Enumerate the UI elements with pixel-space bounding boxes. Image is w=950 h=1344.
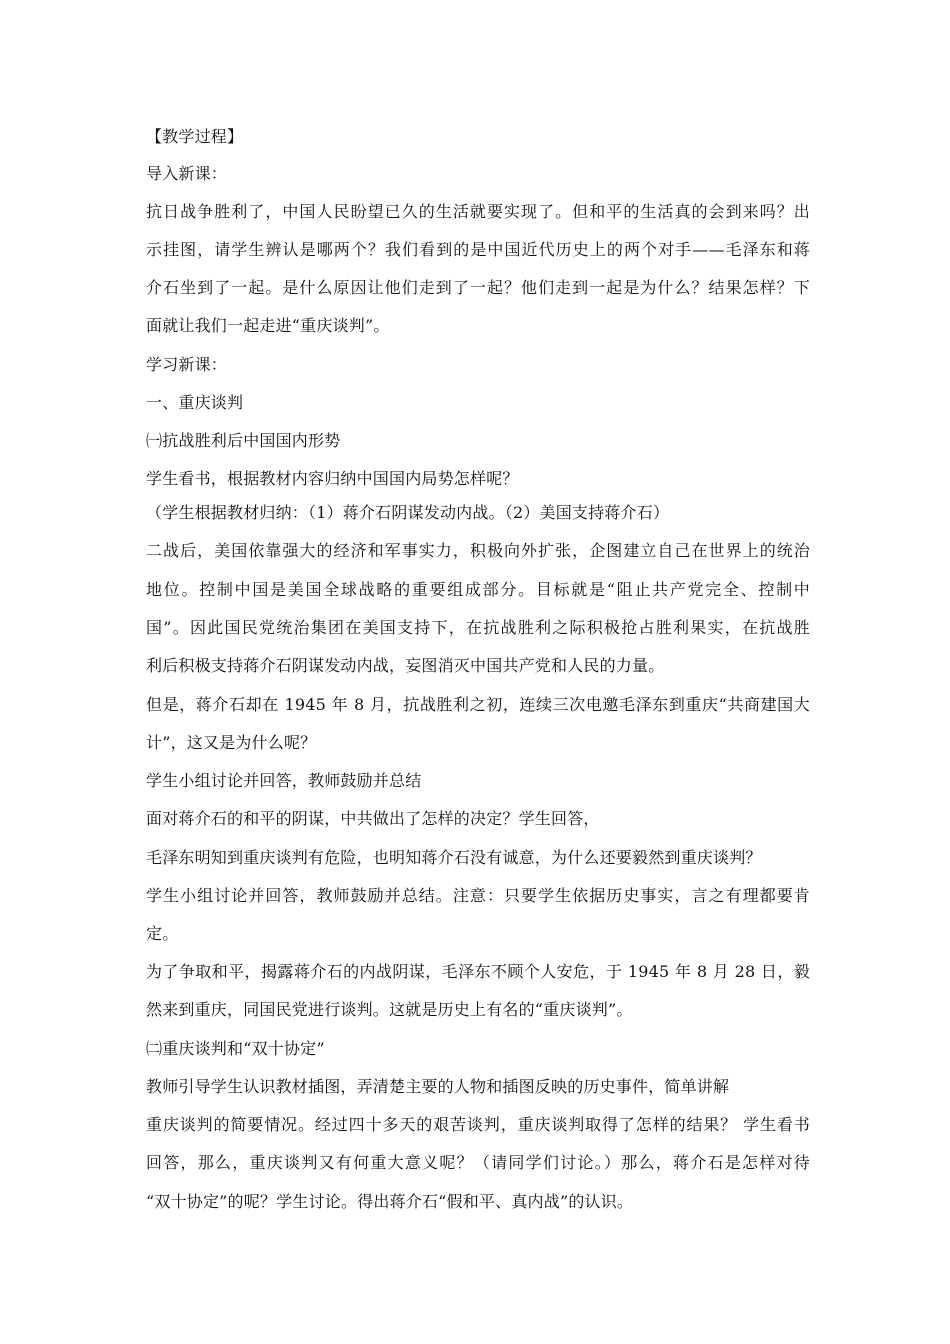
paragraph-line: 计”，这又是为什么呢？ (146, 733, 317, 752)
paragraph-line: 学生小组讨论并回答，教师鼓励并总结。注意：只要学生依据历史事实，言之有理都要肯 (146, 886, 810, 905)
section-heading-chongqing-negotiation: 一、重庆谈判 (146, 393, 244, 412)
paragraph-line: 定。 (146, 924, 179, 943)
paragraph-line: 示挂图，请学生辨认是哪两个？我们看到的是中国近代历史上的两个对手——毛泽东和蒋 (146, 240, 810, 259)
section-heading-teaching-process: 【教学过程】 (146, 127, 244, 146)
paragraph-line: 毛泽东明知到重庆谈判有危险，也明知蒋介石没有诚意，为什么还要毅然到重庆谈判？ (146, 848, 762, 867)
subsection-heading: ㈠抗战胜利后中国国内形势 (146, 431, 341, 450)
paragraph-line: 介石坐到了一起。是什么原因让他们走到了一起？他们走到一起是为什么？结果怎样？下 (146, 278, 810, 297)
paragraph-line: 国”。因此国民党统治集团在美国支持下，在抗战胜利之际积极抢占胜利果实，在抗战胜 (146, 618, 810, 637)
paragraph-line: 但是，蒋介石却在 1945 年 8 月，抗战胜利之初，连续三次电邀毛泽东到重庆“共商建国大 (146, 695, 810, 714)
paragraph-line: 面对蒋介石的和平的阴谋，中共做出了怎样的决定？学生回答， (146, 809, 600, 828)
paragraph-line: 学生看书，根据教材内容归纳中国国内局势怎样呢？ (146, 469, 519, 488)
subheading-new-lesson: 学习新课： (146, 355, 228, 374)
subsection-heading: ㈡重庆谈判和“双十协定” (146, 1039, 325, 1058)
paragraph-line: 抗日战争胜利了，中国人民盼望已久的生活就要实现了。但和平的生活真的会到来吗？出 (146, 202, 810, 221)
paragraph-line: 回答，那么，重庆谈判又有何重大意义呢？（请同学们讨论。）那么，蒋介石是怎样对待 (146, 1153, 810, 1172)
paragraph-line: 地位。控制中国是美国全球战略的重要组成部分。目标就是“阻止共产党完全、控制中 (146, 580, 810, 599)
paragraph-line: 利后积极支持蒋介石阴谋发动内战，妄图消灭中国共产党和人民的力量。 (146, 656, 665, 675)
paragraph-line: 教师引导学生认识教材插图，弄清楚主要的人物和插图反映的历史事件，简单讲解 (146, 1077, 730, 1096)
paragraph-line: 然来到重庆，同国民党进行谈判。这就是历史上有名的“重庆谈判”。 (146, 1000, 633, 1019)
paragraph-line: 学生小组讨论并回答，教师鼓励并总结 (146, 771, 422, 790)
paragraph-line: “双十协定”的呢？学生讨论。得出蒋介石“假和平、真内战”的认识。 (146, 1192, 634, 1211)
paragraph-line: （学生根据教材归纳：（1）蒋介石阴谋发动内战。（2）美国支持蒋介石） (146, 503, 670, 522)
paragraph-line: 为了争取和平，揭露蒋介石的内战阴谋，毛泽东不顾个人安危，于 1945 年 8 月 28 日，毅 (146, 962, 810, 981)
paragraph-line: 重庆谈判的简要情况。经过四十多天的艰苦谈判，重庆谈判取得了怎样的结果？ 学生看书 (146, 1115, 810, 1134)
paragraph-line: 二战后，美国依靠强大的经济和军事实力，积极向外扩张，企图建立自己在世界上的统治 (146, 541, 810, 560)
paragraph-line: 面就让我们一起走进“重庆谈判”。 (146, 316, 390, 335)
subheading-introduction: 导入新课： (146, 164, 228, 183)
